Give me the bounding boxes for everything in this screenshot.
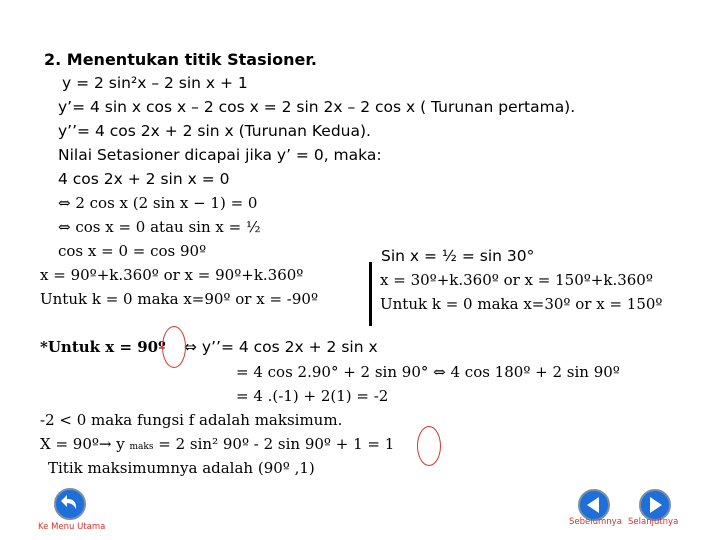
substitution-line: = 4 cos 2.90° + 2 sin 90° ⇔ 4 cos 180º + 2 sin 90º [236, 363, 620, 381]
case-heading: *Untuk x = 90º [40, 338, 166, 356]
slide-title: 2. Menentukan titik Stasioner. [44, 50, 317, 69]
equation-line: 4 cos 2x + 2 sin x = 0 [58, 170, 230, 188]
second-derivative-eval: ⇔ y’’= 4 cos 2x + 2 sin x [184, 338, 378, 356]
maximum-point-line: Titik maksimumnya adalah (90º ,1) [48, 459, 315, 477]
highlight-circle-x [162, 326, 186, 368]
factor-line: ⇔ 2 cos x (2 sin x − 1) = 0 [58, 194, 258, 212]
sin-general-solution: x = 30º+k.360º or x = 150º+k.360º [380, 271, 653, 289]
result-line: = 4 .(-1) + 2(1) = -2 [236, 387, 389, 405]
sin-case-line: Sin x = ½ = sin 30° [381, 247, 535, 265]
cos-k0-solution: Untuk k = 0 maka x=90º or x = -90º [40, 290, 318, 308]
column-divider [369, 262, 372, 326]
max-value-expression: = 2 sin² 90º - 2 sin 90º + 1 = 1 [158, 435, 395, 453]
stationary-condition-line: Nilai Setasioner dicapai jika y’ = 0, maka: [58, 146, 382, 164]
max-subscript: maks [129, 442, 154, 452]
home-button[interactable] [53, 487, 87, 521]
cos-case-line: cos x = 0 = cos 90º [58, 242, 207, 260]
maximum-conclusion: -2 < 0 maka fungsi f adalah maksimum. [40, 411, 343, 429]
highlight-circle-y [417, 426, 441, 466]
max-value-line [40, 434, 394, 457]
max-value-prefix: X = 90º→ y [40, 435, 125, 453]
cos-general-solution: x = 90º+k.360º or x = 90º+k.360º [40, 266, 304, 284]
home-back-arrow-icon [53, 487, 87, 521]
next-label[interactable]: Selanjutnya [628, 517, 679, 527]
first-derivative-line: y’= 4 sin x cos x – 2 cos x = 2 sin 2x – 2 cos x ( Turunan pertama). [58, 98, 576, 116]
second-derivative-line: y’’= 4 cos 2x + 2 sin x (Turunan Kedua). [58, 122, 371, 140]
solution-split-line: ⇔ cos x = 0 atau sin x = ½ [58, 218, 261, 236]
home-label[interactable]: Ke Menu Utama [38, 522, 106, 532]
function-line: y = 2 sin²x – 2 sin x + 1 [62, 74, 248, 92]
previous-label[interactable]: Sebelumnya [569, 517, 622, 527]
sin-k0-solution: Untuk k = 0 maka x=30º or x = 150º [380, 295, 663, 313]
